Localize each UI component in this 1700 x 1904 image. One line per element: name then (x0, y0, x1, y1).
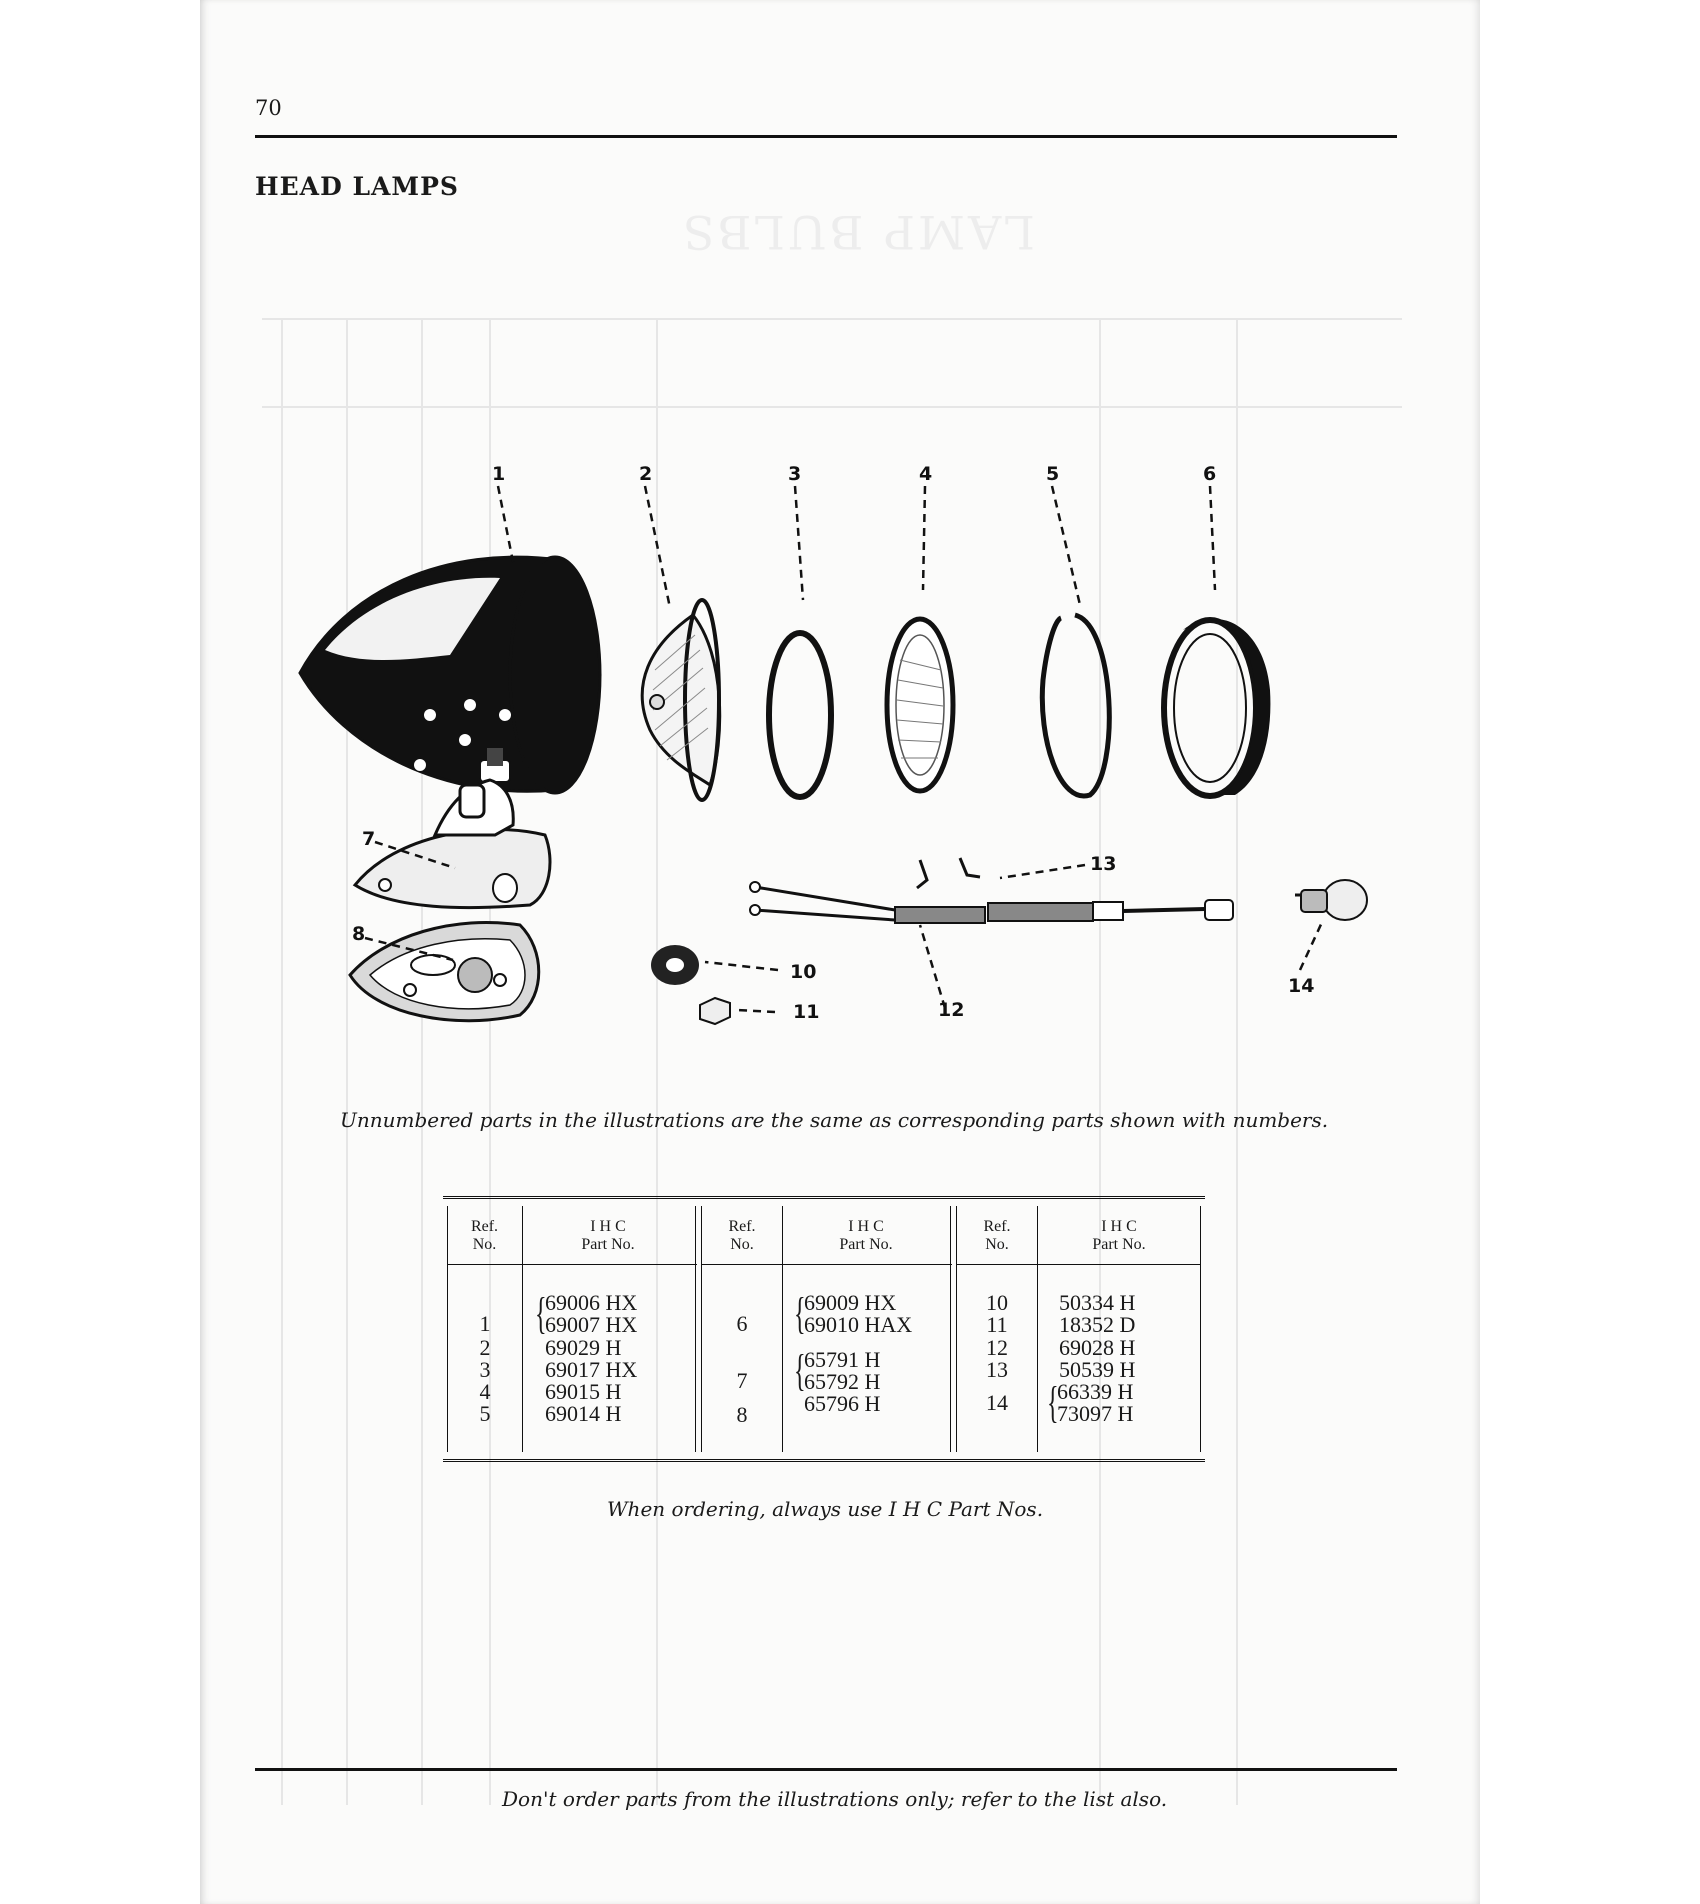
table-cell-part: 18352 D (1059, 1312, 1136, 1337)
table-cell-ref: 11 (986, 1312, 1008, 1337)
table-cell-part: 50539 H (1059, 1357, 1136, 1382)
column-rule (782, 1206, 783, 1452)
table-cell-ref: 6 (736, 1311, 748, 1336)
callout-2: 2 (639, 463, 653, 485)
table-cell-part: 50334 H (1059, 1290, 1136, 1315)
header-ref-line1: Ref. (470, 1218, 499, 1235)
table-cell-part: 69006 HX (545, 1290, 638, 1315)
header-ref-line2: No. (472, 1236, 497, 1253)
table-cell-part: 65796 H (804, 1391, 881, 1416)
table-cell-ref: 2 (479, 1335, 491, 1360)
table-cell-ref: 7 (736, 1368, 748, 1393)
wiring-harness-illustration (750, 858, 1233, 923)
parts-group-3 (957, 1206, 1201, 1452)
header-part-line1: I H C (590, 1218, 626, 1235)
header-rule (702, 1264, 952, 1265)
table-cell-part: 69009 HX (804, 1290, 897, 1315)
table-right-border (1200, 1206, 1201, 1452)
reflector-illustration (642, 600, 720, 800)
header-rule (957, 1264, 1201, 1265)
table-cell-ref: 12 (986, 1335, 1008, 1360)
callout-3: 3 (788, 463, 802, 485)
table-cell-part: 69014 H (545, 1401, 622, 1426)
ordering-note: When ordering, always use I H C Part Nos. (607, 1497, 1044, 1521)
header-part-line1: I H C (1101, 1218, 1137, 1235)
table-cell-part: 66339 H (1057, 1379, 1134, 1404)
callout-5: 5 (1046, 463, 1060, 485)
gasket-ring-illustration (769, 633, 831, 797)
page-number: 70 (255, 96, 282, 120)
bleed-through-title: LAMP BULBS (680, 205, 1035, 259)
table-cell-part: 69028 H (1059, 1335, 1136, 1360)
callout-11: 11 (793, 1001, 820, 1023)
group-separator (695, 1206, 702, 1452)
header-rule (447, 1264, 697, 1265)
table-cell-ref: 10 (986, 1290, 1008, 1315)
parts-group-2 (702, 1206, 957, 1452)
callout-8: 8 (352, 923, 366, 945)
column-rule (522, 1206, 523, 1452)
table-cell-ref: 13 (986, 1357, 1008, 1382)
section-title: HEAD LAMPS (255, 172, 459, 201)
table-cell-part: 69029 H (545, 1335, 622, 1360)
table-top-border (443, 1196, 1205, 1199)
retaining-ring-illustration (1042, 615, 1109, 796)
brace-icon: { (794, 1346, 806, 1395)
footer-note: Don't order parts from the illustrations only; refer to the list also. (502, 1787, 1168, 1811)
nut-illustration (700, 998, 730, 1024)
lamp-body-illustration (300, 557, 600, 793)
header-part (1037, 1218, 1201, 1254)
header-part-line2: Part No. (581, 1236, 635, 1253)
header-ref-line2: No. (730, 1236, 754, 1253)
door-rim-illustration (1164, 619, 1270, 796)
table-cell-part: 65791 H (804, 1347, 881, 1372)
callout-1: 1 (492, 463, 506, 485)
mounting-bracket-illustration (355, 780, 550, 908)
table-cell-part: 69015 H (545, 1379, 622, 1404)
parts-table (443, 1196, 1205, 1462)
table-cell-part: 69010 HAX (804, 1312, 913, 1337)
table-cell-ref: 8 (736, 1402, 748, 1427)
exploded-head-lamp-diagram (255, 440, 1397, 1060)
column-rule (1037, 1206, 1038, 1452)
table-cell-ref: 14 (986, 1390, 1008, 1415)
callout-10: 10 (790, 961, 817, 983)
table-cell-part: 69007 HX (545, 1312, 638, 1337)
table-cell-part: 69017 HX (545, 1357, 638, 1382)
brace-icon: { (794, 1289, 806, 1338)
lens-illustration (887, 619, 953, 791)
header-part-line1: I H C (848, 1218, 884, 1235)
unnumbered-parts-note: Unnumbered parts in the illustrations are the same as corresponding parts shown with numbers. (340, 1108, 1329, 1132)
brace-icon: { (1047, 1378, 1059, 1427)
table-cell-part: 65792 H (804, 1369, 881, 1394)
header-ref-line2: No. (985, 1236, 1009, 1253)
table-bottom-border (443, 1459, 1205, 1462)
table-cell-ref: 5 (479, 1401, 491, 1426)
bracket-gasket-illustration (350, 922, 539, 1020)
bottom-rule (255, 1768, 1397, 1771)
header-part (782, 1218, 950, 1254)
callout-13: 13 (1090, 853, 1117, 875)
header-part-line2: Part No. (839, 1236, 893, 1253)
parts-group-1 (447, 1206, 702, 1452)
table-cell-ref: 3 (479, 1357, 491, 1382)
callout-14: 14 (1288, 975, 1315, 997)
brace-icon: { (535, 1289, 547, 1338)
header-part (522, 1218, 694, 1254)
callout-12: 12 (938, 999, 965, 1021)
header-ref-line1: Ref. (728, 1218, 756, 1235)
header-ref (447, 1218, 522, 1254)
washer-illustration (651, 945, 699, 985)
table-cell-ref: 4 (479, 1379, 491, 1404)
table-cell-part: 73097 H (1057, 1401, 1134, 1426)
callout-4: 4 (919, 463, 933, 485)
callout-7: 7 (362, 828, 376, 850)
callout-6: 6 (1203, 463, 1217, 485)
header-ref-line1: Ref. (983, 1218, 1011, 1235)
header-ref (702, 1218, 782, 1254)
bulb-illustration (1295, 880, 1367, 920)
table-cell-ref: 1 (479, 1311, 491, 1336)
header-part-line2: Part No. (1092, 1236, 1146, 1253)
header-ref (957, 1218, 1037, 1254)
top-rule (255, 135, 1397, 138)
group-separator (950, 1206, 957, 1452)
